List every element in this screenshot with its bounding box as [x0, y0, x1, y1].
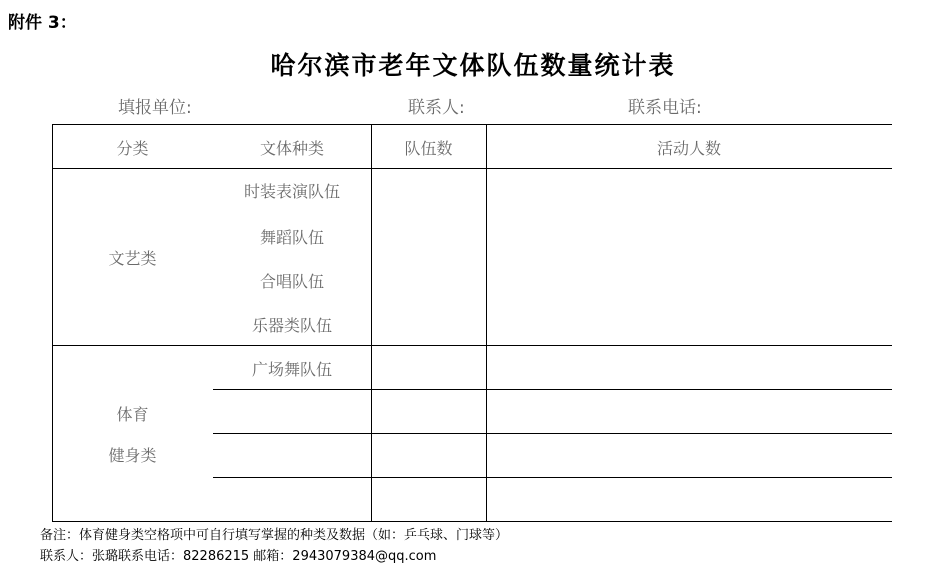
type-item: 时装表演队伍	[243, 182, 340, 201]
group-divider	[52, 345, 892, 346]
table-border-top	[52, 124, 892, 125]
type-item: 舞蹈队伍	[259, 228, 324, 247]
statistics-table	[52, 124, 892, 522]
footer-note: 备注：体育健身类空格项中可自行填写掌握的种类及数据（如：乒乓球、门球等）	[40, 528, 509, 543]
header-divider	[52, 168, 892, 169]
row-divider	[213, 477, 892, 478]
header-participants: 活动人数	[656, 139, 721, 158]
phone-field-label: 联系电话:	[628, 98, 702, 118]
column-divider	[371, 124, 372, 522]
header-type: 文体种类	[259, 139, 324, 158]
category-sports-line2: 健身类	[108, 446, 157, 465]
header-team-count: 队伍数	[404, 139, 453, 158]
row-divider	[213, 433, 892, 434]
column-divider	[486, 124, 487, 522]
type-item: 广场舞队伍	[251, 360, 332, 379]
page-title: 哈尔滨市老年文体队伍数量统计表	[270, 51, 676, 80]
footer-contact: 联系人：张璐联系电话：82286215 邮箱：2943079384@qq.com	[40, 549, 437, 564]
attachment-label: 附件 3：	[8, 13, 77, 33]
row-divider	[213, 389, 892, 390]
category-sports-line1: 体育	[116, 405, 149, 424]
type-item: 合唱队伍	[259, 272, 324, 291]
category-arts: 文艺类	[108, 249, 157, 268]
contact-field-label: 联系人:	[408, 98, 465, 118]
header-category: 分类	[116, 139, 149, 158]
table-border-bottom	[52, 521, 892, 522]
type-item: 乐器类队伍	[251, 316, 332, 335]
unit-field-label: 填报单位:	[118, 98, 192, 118]
